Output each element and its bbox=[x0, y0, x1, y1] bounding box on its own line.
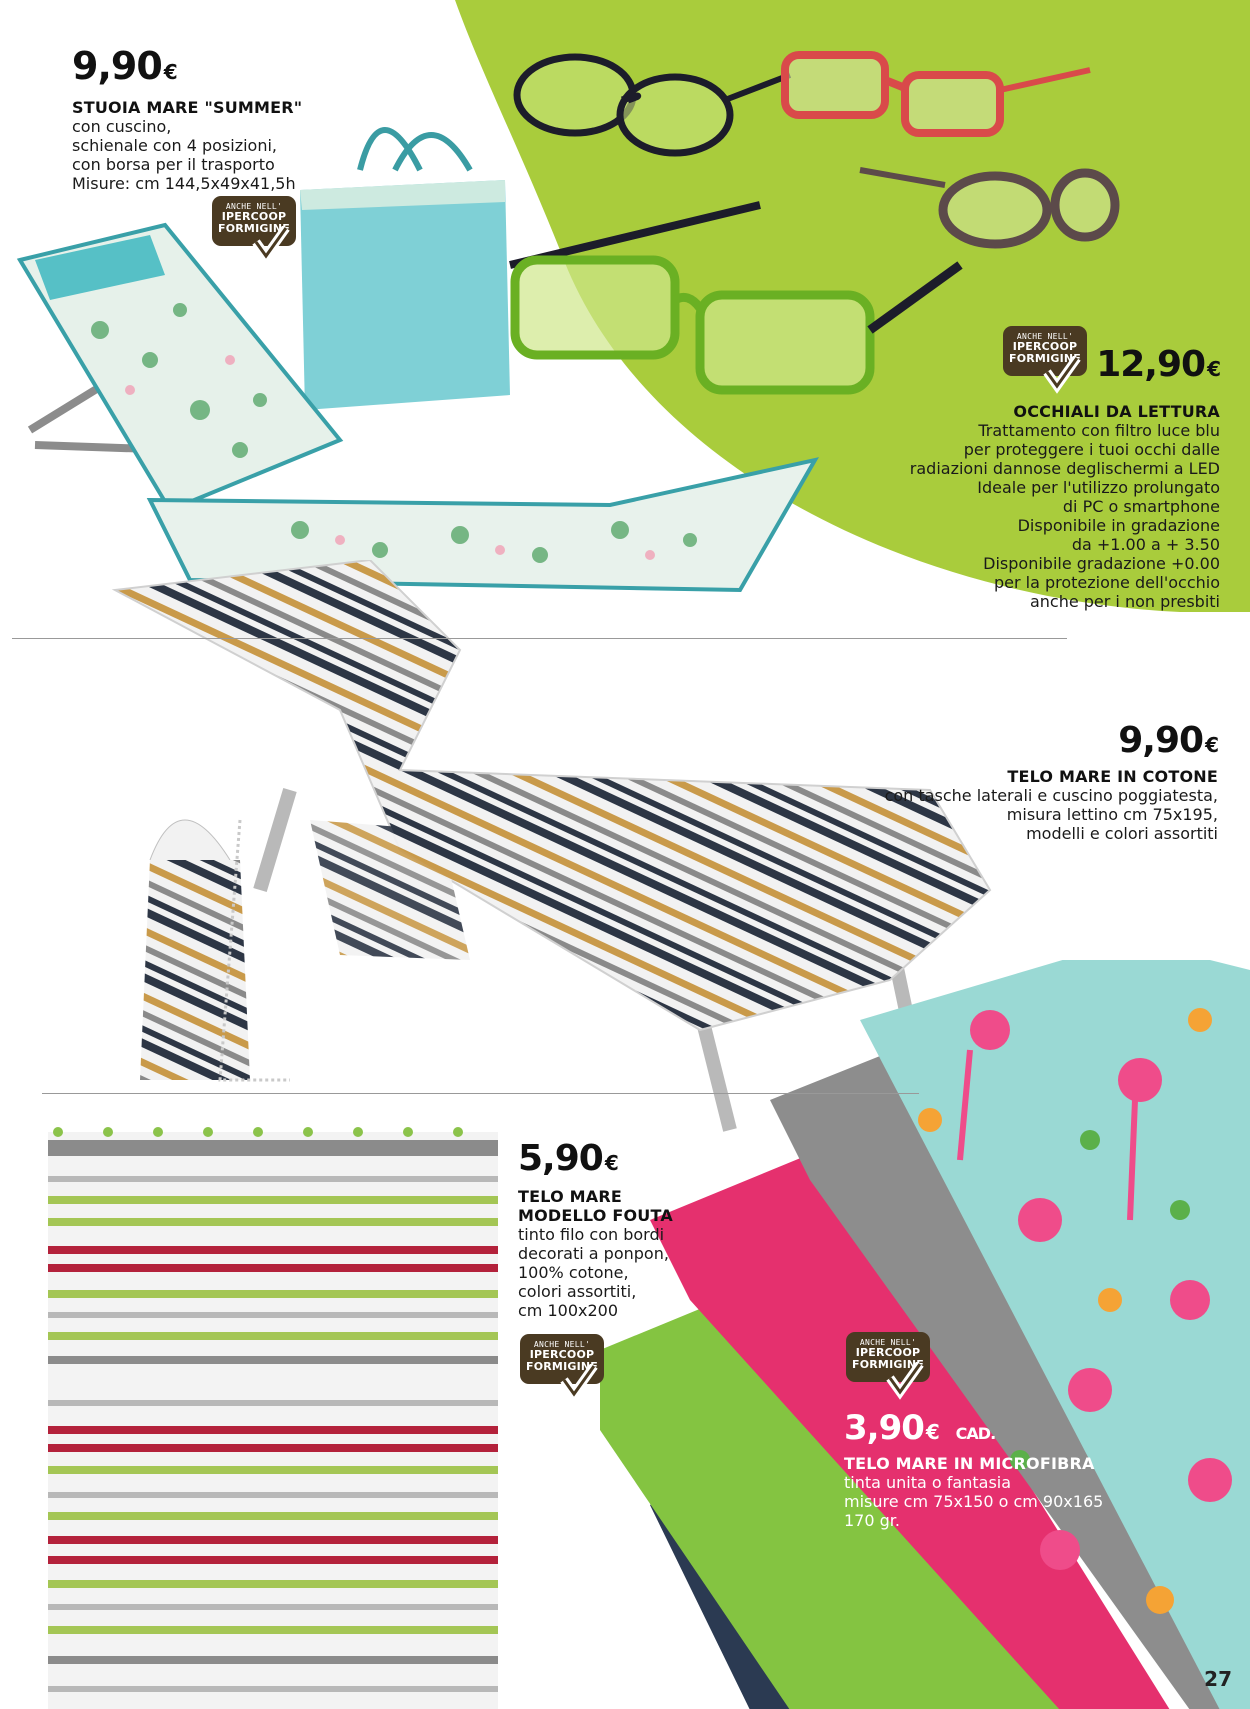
divider-bottom bbox=[42, 1093, 919, 1094]
glasses-red bbox=[785, 55, 1090, 133]
check-icon bbox=[1043, 356, 1083, 396]
stuoia-price: 9,90 € bbox=[72, 44, 177, 88]
glasses-tortoise bbox=[860, 170, 1115, 244]
telo-fouta-price: 5,90 € bbox=[518, 1138, 618, 1179]
telo-microfibra-price: 3,90 € CAD. bbox=[844, 1408, 996, 1448]
telo-fouta-title-line1: TELO MARE bbox=[518, 1187, 622, 1206]
telo-microfibra-title: TELO MARE IN MICROFIBRA bbox=[844, 1454, 1095, 1473]
carry-bag bbox=[300, 130, 510, 410]
fouta-towel-image bbox=[48, 1126, 498, 1709]
telo-cotone-product-info bbox=[885, 720, 1218, 843]
telo-fouta-product-info bbox=[518, 1138, 673, 1320]
telo-cotone-title: TELO MARE IN COTONE bbox=[1007, 767, 1218, 786]
occhiali-title: OCCHIALI DA LETTURA bbox=[1013, 402, 1220, 421]
telo-fouta-title-line2: MODELLO FOUTA bbox=[518, 1206, 673, 1225]
check-icon bbox=[252, 226, 292, 266]
check-icon bbox=[886, 1362, 926, 1402]
check-icon bbox=[560, 1364, 600, 1404]
telo-fouta-description: tinto filo con bordi decorati a ponpon, 100% cotone, colori assortiti, cm 100x200 bbox=[518, 1225, 669, 1320]
page-number: 27 bbox=[1204, 1667, 1232, 1691]
stuoia-title: STUOIA MARE "SUMMER" bbox=[72, 98, 303, 117]
occhiali-description: Trattamento con filtro luce blu per proteggere i tuoi occhi dalle radiazioni dannose deglischermi a LED Ideale per l'utilizzo prolungato di PC o smartphone Disponibile in gradazione da +1.00 a + 3.50 Disponibile gradazione +0.00 per la protezione dell'occhio anche per i non presbiti bbox=[909, 421, 1220, 611]
occhiali-product-info bbox=[910, 402, 1220, 611]
telo-microfibra-product-info bbox=[844, 1408, 1103, 1530]
telo-cotone-price: 9,90 € bbox=[1118, 720, 1218, 761]
telo-cotone-description: con tasche laterali e cuscino poggiatesta, misura lettino cm 75x195, modelli e colori assortiti bbox=[884, 786, 1218, 843]
telo-microfibra-description: tinta unita o fantasia misure cm 75x150 o cm 90x165 170 gr. bbox=[844, 1473, 1104, 1530]
ipercoop-badge: ANCHE NELL' IPERCOOP FORMIGINE bbox=[212, 196, 296, 268]
ipercoop-badge: ANCHE NELL' IPERCOOP FORMIGINE bbox=[520, 1334, 604, 1406]
telo-microfibra-price-suffix: CAD. bbox=[955, 1424, 996, 1443]
occhiali-price: 12,90 € bbox=[1096, 344, 1220, 385]
stuoia-product-info bbox=[72, 44, 302, 193]
divider-top bbox=[12, 638, 1067, 639]
ipercoop-badge: ANCHE NELL' IPERCOOP FORMIGINE bbox=[1003, 326, 1087, 398]
stuoia-description: con cuscino, schienale con 4 posizioni, con borsa per il trasporto Misure: cm 144,5x49x41,5h bbox=[72, 117, 296, 193]
ipercoop-badge: ANCHE NELL' IPERCOOP FORMIGINE bbox=[846, 1332, 930, 1404]
